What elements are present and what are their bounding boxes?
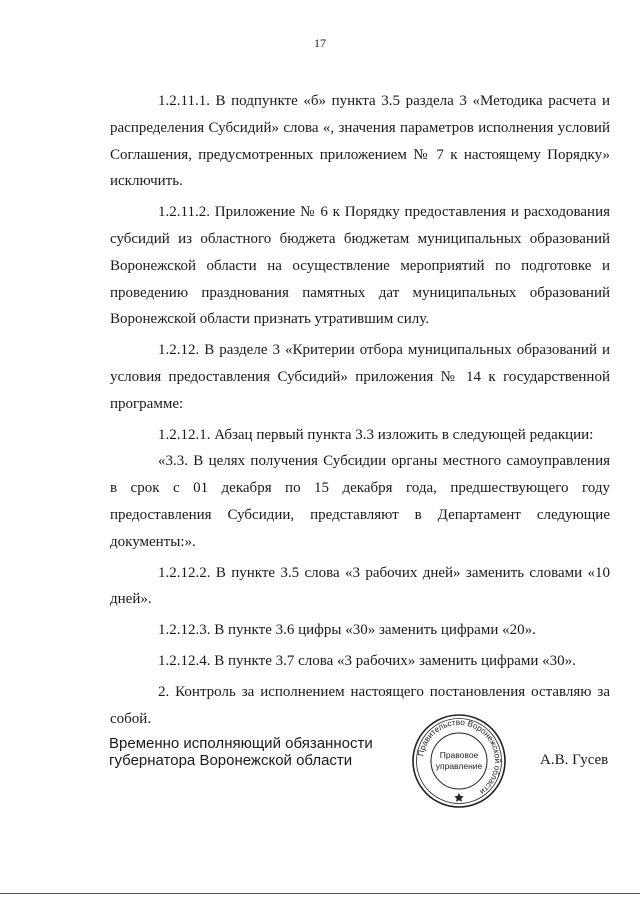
document-body [110, 88, 610, 732]
signatory-title-line-2: губернатора Воронежской области [109, 752, 353, 769]
page-bottom-rule [0, 893, 640, 894]
stamp-ring-text: Правительство Воронежской области [416, 717, 503, 797]
paragraph-1-2-12-1: 1.2.12.1. Абзац первый пункта 3.3 изложить в следующей редакции: [158, 426, 594, 443]
stamp-center-line-1: Правовое [439, 750, 479, 760]
paragraph-1-2-12-4: 1.2.12.4. В пункте 3.7 слова «3 рабочих» заменить цифрами «30». [158, 652, 576, 669]
official-stamp [411, 713, 507, 809]
paragraph-1-2-12: 1.2.12. В разделе 3 «Критерии отбора муниципальных образований и условия предоставления Субсидий» приложения № 14 к государственной программе: [110, 342, 610, 412]
stamp-center-line-2: управление [435, 761, 483, 771]
paragraph-1-2-12-2: 1.2.12.2. В пункте 3.5 слова «3 рабочих дней» заменить словами «10 дней». [110, 564, 610, 608]
paragraph-control: 2. Контроль за исполнением настоящего постановления оставляю за собой. [110, 683, 610, 727]
signatory-name: А.В. Гусев [540, 752, 609, 768]
paragraph-1-2-12-3: 1.2.12.3. В пункте 3.6 цифры «30» заменить цифрами «20». [158, 622, 536, 639]
signatory-title-line-1: Временно исполняющий обязанности [109, 735, 373, 752]
stamp-star-icon [454, 793, 463, 802]
paragraph-1-2-11-1: 1.2.11.1. В подпункте «б» пункта 3.5 раздела 3 «Методика расчета и распределения Субсидий» слова «, значения параметров исполнения условий Соглашения, предусмотренных приложением № 7 к настоящему Порядку» исключить. [110, 93, 610, 190]
paragraph-quote-3-3: «3.3. В целях получения Субсидии органы местного самоуправления в срок с 01 декабря по 15 декабря года, предшествующего году предоставления Субсидии, представляют в Департамент следующие документы:». [110, 453, 610, 550]
page-number: 17 [314, 36, 326, 50]
signatory-title [109, 735, 373, 769]
paragraph-1-2-11-2: 1.2.11.2. Приложение № 6 к Порядку предоставления и расходования субсидий из областного бюджета бюджетам муниципальных образований Воронежской области на осуществление мероприятий по подготовке и проведению празднования памятных дат муниципальных образований Воронежской области признать утратившим силу. [110, 204, 610, 328]
